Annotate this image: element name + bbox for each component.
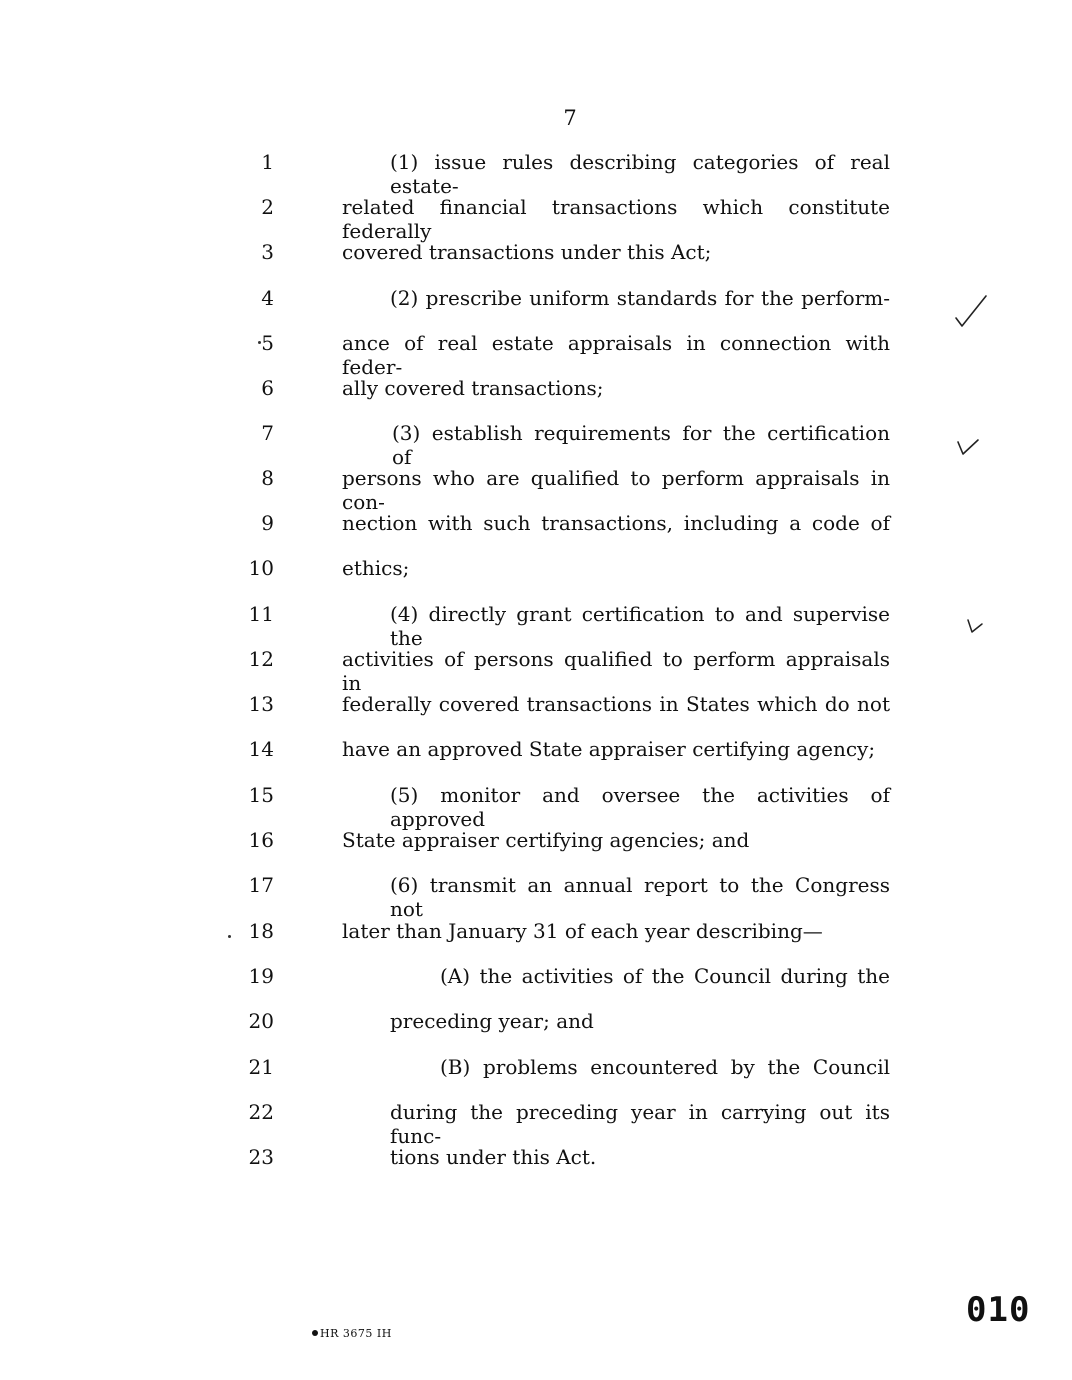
check-mark-icon <box>955 434 981 456</box>
line-number: 23 <box>248 1145 274 1169</box>
text-line: covered transactions under this Act; <box>342 240 712 264</box>
text-line: (B) problems encountered by the Council <box>440 1055 890 1079</box>
text-line: persons who are qualified to perform appraisals in con- <box>342 466 890 514</box>
line-number: 4 <box>261 286 274 310</box>
text-line: related financial transactions which constitute federally <box>342 195 890 243</box>
line-number: 16 <box>248 828 274 852</box>
scan-speck <box>228 935 231 938</box>
line-number: 22 <box>248 1100 274 1124</box>
line-number: 5 <box>261 331 274 355</box>
text-line: (2) prescribe uniform standards for the perform- <box>390 286 890 310</box>
line-number: 1 <box>261 150 274 174</box>
check-mark-icon <box>950 292 990 332</box>
text-line: (5) monitor and oversee the activities of approved <box>390 783 890 831</box>
line-number: 12 <box>248 647 274 671</box>
scan-speck <box>258 341 261 344</box>
line-number: 18 <box>248 919 274 943</box>
text-line: activities of persons qualified to perform appraisals in <box>342 647 890 695</box>
line-number: 7 <box>261 421 274 445</box>
line-number: 13 <box>248 692 274 716</box>
line-number: 15 <box>248 783 274 807</box>
text-line: during the preceding year in carrying out its func- <box>390 1100 890 1148</box>
footer <box>312 1327 392 1340</box>
text-line: have an approved State appraiser certifying agency; <box>342 737 876 761</box>
text-line: ally covered transactions; <box>342 376 604 400</box>
line-number: 17 <box>248 873 274 897</box>
bullet-icon <box>312 1330 318 1336</box>
page-number: 7 <box>563 106 577 130</box>
line-number: 2 <box>261 195 274 219</box>
line-number: 6 <box>261 376 274 400</box>
text-line: preceding year; and <box>390 1009 594 1033</box>
line-number: 21 <box>248 1055 274 1079</box>
text-line: ance of real estate appraisals in connection with feder- <box>342 331 890 379</box>
line-number: 11 <box>248 602 274 626</box>
text-line: (3) establish requirements for the certification of <box>392 421 890 469</box>
text-line: ethics; <box>342 556 410 580</box>
line-number: 14 <box>248 737 274 761</box>
text-line: (6) transmit an annual report to the Congress not <box>390 873 890 921</box>
text-line: tions under this Act. <box>390 1145 597 1169</box>
line-number: 8 <box>261 466 274 490</box>
text-line: federally covered transactions in States which do not <box>342 692 890 716</box>
line-number: 10 <box>248 556 274 580</box>
bill-identifier: HR 3675 IH <box>320 1327 392 1340</box>
text-line: State appraiser certifying agencies; and <box>342 828 750 852</box>
line-number: 3 <box>261 240 274 264</box>
line-number: 19 <box>248 964 274 988</box>
text-line: (4) directly grant certification to and supervise the <box>390 602 890 650</box>
check-mark-icon <box>966 616 986 636</box>
text-line: (A) the activities of the Council during the <box>440 964 890 988</box>
text-line: nection with such transactions, including a code of <box>342 511 890 535</box>
page-stamp: 010 <box>966 1290 1031 1330</box>
line-number: 20 <box>248 1009 274 1033</box>
line-number: 9 <box>261 511 274 535</box>
text-line: (1) issue rules describing categories of real estate- <box>390 150 890 198</box>
text-line: later than January 31 of each year describing— <box>342 919 823 943</box>
